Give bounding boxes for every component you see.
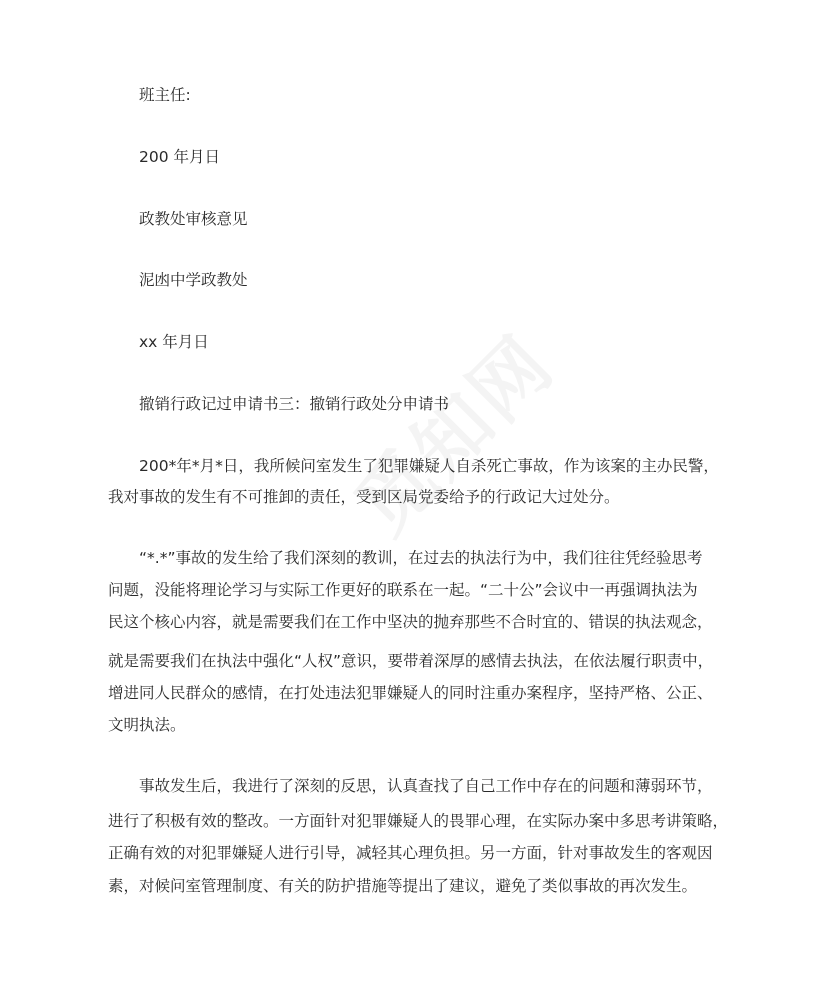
paragraph-2-line-5: 增进同人民群众的感情，在打处违法犯罪嫌疑人的同时注重办案程序，坚持严格、公正、 <box>108 684 713 702</box>
paragraph-1-line-1: 200*年*月*日，我所候问室发生了犯罪嫌疑人自杀死亡事故，作为该案的主办民警， <box>139 457 719 475</box>
paragraph-3-line-1: 事故发生后，我进行了深刻的反思，认真查找了自己工作中存在的问题和薄弱环节， <box>139 777 713 795</box>
section-title: 撤销行政记过申请书三：撤销行政处分申请书 <box>139 395 450 413</box>
school-office-line: 泥凼中学政教处 <box>139 271 248 289</box>
paragraph-2-line-1: “*.*”事故的发生给了我们深刻的教训，在过去的执法行为中，我们往往凭经验思考 <box>139 549 703 567</box>
paragraph-3-line-2: 进行了积极有效的整改。一方面针对犯罪嫌疑人的畏罪心理，在实际办案中多思考讲策略， <box>108 812 729 830</box>
paragraph-2-line-3: 民这个核心内容，就是需要我们在工作中坚决的抛弃那些不合时宜的、错误的执法观念， <box>108 613 713 631</box>
paragraph-1-line-2: 我对事故的发生有不可推卸的责任，受到区局党委给予的行政记大过处分。 <box>108 488 620 506</box>
paragraph-3-line-4: 素，对候问室管理制度、有关的防护措施等提出了建议，避免了类似事故的再次发生。 <box>108 877 698 895</box>
paragraph-2-line-4: 就是需要我们在执法中强化“人权”意识，要带着深厚的感情去执法，在依法履行职责中， <box>108 652 714 670</box>
paragraph-2-line-2: 问题，没能将理论学习与实际工作更好的联系在一起。“二十公”会议中一再强调执法为 <box>108 581 698 599</box>
paragraph-3-line-3: 正确有效的对犯罪嫌疑人进行引导，减轻其心理负担。另一方面，针对事故发生的客观因 <box>108 844 713 862</box>
class-teacher-label: 班主任: <box>139 86 191 104</box>
review-opinion-heading: 政教处审核意见 <box>139 210 248 228</box>
paragraph-2-line-6: 文明执法。 <box>108 716 186 734</box>
date-line-1: 200 年月日 <box>139 148 221 166</box>
date-line-2: xx 年月日 <box>139 333 209 351</box>
